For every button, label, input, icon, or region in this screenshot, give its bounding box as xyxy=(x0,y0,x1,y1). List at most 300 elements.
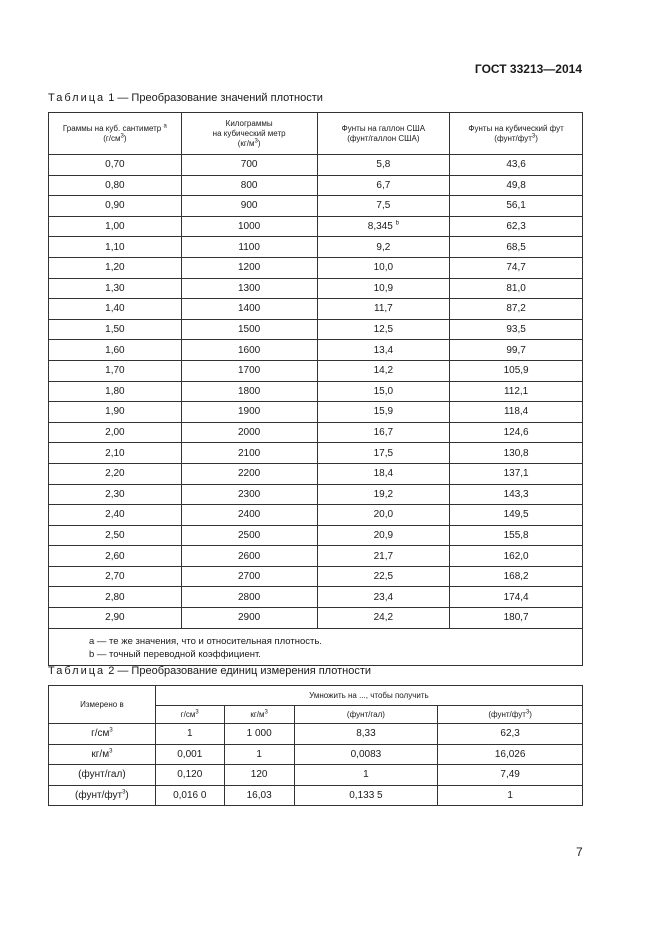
cell-value: 1,40 xyxy=(105,303,125,315)
cell-value: 1 000 xyxy=(246,728,272,740)
table2-body xyxy=(49,724,583,806)
table2-caption-text: 2 — Преобразование единиц измерения плотности xyxy=(108,665,372,677)
cell-value: 2400 xyxy=(238,509,261,521)
cell-value: 1,50 xyxy=(105,324,125,336)
cell-value: 800 xyxy=(240,179,258,191)
unit-text: кг/м xyxy=(91,748,110,760)
cell-value: 2,80 xyxy=(105,591,125,603)
header-unit-close: ) xyxy=(257,138,261,148)
table-cell xyxy=(317,546,450,567)
table-cell xyxy=(450,216,583,237)
cell-value: 1000 xyxy=(238,221,261,233)
table-row xyxy=(49,196,583,217)
table-row xyxy=(49,587,583,608)
unit-text: г/см xyxy=(91,728,110,740)
table-row xyxy=(49,484,583,505)
cell-value: 2000 xyxy=(238,427,261,439)
cell-value: 49,8 xyxy=(506,179,526,191)
cell-value: 2,50 xyxy=(105,529,125,541)
table-cell xyxy=(181,566,317,587)
table-cell xyxy=(317,463,450,484)
cell-value: 1,70 xyxy=(105,365,125,377)
cell-value: 0,001 xyxy=(177,748,203,760)
cell-value: 137,1 xyxy=(503,468,529,480)
table-cell xyxy=(317,360,450,381)
row-unit xyxy=(49,765,156,786)
header-text: Фунты на кубический фут xyxy=(468,123,564,133)
note-b: b — точный переводной коэффициент. xyxy=(89,648,261,660)
cell-value: 1,10 xyxy=(105,241,125,253)
cell-value: 1,00 xyxy=(105,221,125,233)
superscript: 3 xyxy=(531,132,536,139)
cell-value: 2,20 xyxy=(105,468,125,480)
superscript: 3 xyxy=(120,132,124,139)
table-cell xyxy=(317,402,450,423)
table-row xyxy=(49,546,583,567)
cell-value: 74,7 xyxy=(506,262,526,274)
table-cell xyxy=(181,525,317,546)
cell-value: 1500 xyxy=(238,324,261,336)
table-cell xyxy=(181,278,317,299)
table-cell xyxy=(317,587,450,608)
cell-value: 124,6 xyxy=(503,427,529,439)
table-cell xyxy=(181,381,317,402)
table-cell xyxy=(450,155,583,176)
header-lb-per-ft3 xyxy=(450,113,583,155)
cell-value: 21,7 xyxy=(373,550,394,562)
table-cell xyxy=(317,319,450,340)
superscript: 3 xyxy=(254,137,258,144)
superscript: 3 xyxy=(264,709,268,716)
cell-value: 1700 xyxy=(238,365,261,377)
cell-value: 24,2 xyxy=(373,612,394,624)
table-cell xyxy=(294,765,438,786)
cell-value: 180,7 xyxy=(503,612,529,624)
table-cell xyxy=(317,608,450,629)
cell-value: 93,5 xyxy=(506,324,526,336)
table-cell xyxy=(450,525,583,546)
table-cell xyxy=(450,299,583,320)
table-cell xyxy=(317,237,450,258)
cell-value: 174,4 xyxy=(503,591,529,603)
cell-value: 13,4 xyxy=(373,344,394,356)
cell-value: 2700 xyxy=(238,571,261,583)
header-text: Килограммы xyxy=(225,118,273,128)
table-cell xyxy=(450,566,583,587)
table-cell xyxy=(49,278,182,299)
cell-value: 62,3 xyxy=(500,728,520,740)
cell-value: 2800 xyxy=(238,591,261,603)
table-cell xyxy=(181,175,317,196)
cell-value: 0,90 xyxy=(105,200,125,212)
table-cell xyxy=(49,566,182,587)
table-cell xyxy=(181,216,317,237)
table-cell xyxy=(49,299,182,320)
cell-value: 12,5 xyxy=(373,324,394,336)
row-unit xyxy=(49,724,156,745)
header-text: на кубический метр xyxy=(212,128,286,138)
table-cell xyxy=(49,608,182,629)
cell-value: 5,8 xyxy=(376,159,391,171)
table-cell xyxy=(49,525,182,546)
table-cell xyxy=(450,608,583,629)
cell-value: 20,9 xyxy=(373,529,394,541)
cell-value: 23,4 xyxy=(373,591,394,603)
cell-value: 1,20 xyxy=(105,262,125,274)
cell-value: 16,7 xyxy=(373,427,394,439)
header-unit-close: ) xyxy=(535,133,538,143)
table-cell xyxy=(450,360,583,381)
table-cell xyxy=(181,402,317,423)
cell-value: 99,7 xyxy=(506,344,526,356)
header-text: Граммы на куб. сантиметр xyxy=(62,123,164,133)
table-cell xyxy=(49,257,182,278)
table-cell xyxy=(450,443,583,464)
table-cell xyxy=(450,175,583,196)
cell-value: 2,90 xyxy=(105,612,125,624)
row-unit xyxy=(49,785,156,806)
cell-value: 2,60 xyxy=(105,550,125,562)
table2-caption-word: Таблица xyxy=(48,665,106,677)
unit-text: (фунт/гал) xyxy=(78,769,126,781)
cell-value: 7,5 xyxy=(376,200,391,212)
cell-value: 1,90 xyxy=(105,406,125,418)
cell-value: 120 xyxy=(250,769,268,781)
table-cell xyxy=(181,587,317,608)
cell-value: 10,9 xyxy=(373,282,394,294)
table-cell xyxy=(155,724,224,745)
cell-value: 6,7 xyxy=(376,179,391,191)
table-row xyxy=(49,422,583,443)
subheader-kg-per-m3 xyxy=(224,706,294,724)
table-cell xyxy=(317,278,450,299)
table-cell xyxy=(450,402,583,423)
table-cell xyxy=(438,765,583,786)
cell-value: 1200 xyxy=(238,262,261,274)
subheader-text: (фунт/фут xyxy=(488,710,526,719)
table-cell xyxy=(49,196,182,217)
unit-text: (фунт/фут xyxy=(75,789,123,801)
table-cell xyxy=(438,744,583,765)
table-cell xyxy=(450,587,583,608)
table-cell xyxy=(294,785,438,806)
header-text: Фунты на галлон США xyxy=(341,123,426,133)
table-cell xyxy=(155,785,224,806)
density-conversion-table xyxy=(48,112,583,666)
cell-value: 1400 xyxy=(238,303,261,315)
cell-value: 105,9 xyxy=(503,365,529,377)
header-kg-per-m3 xyxy=(181,113,317,155)
cell-value: 19,2 xyxy=(373,488,394,500)
cell-value: 0,70 xyxy=(105,159,125,171)
table-cell xyxy=(450,546,583,567)
table-cell xyxy=(450,422,583,443)
cell-value: 62,3 xyxy=(506,221,526,233)
table-cell xyxy=(450,340,583,361)
table-cell xyxy=(294,724,438,745)
cell-value: 2900 xyxy=(238,612,261,624)
superscript: 3 xyxy=(195,709,199,716)
header-grams-per-cc xyxy=(49,113,182,155)
cell-value: 0,80 xyxy=(105,179,125,191)
cell-value: 56,1 xyxy=(506,200,526,212)
table-row xyxy=(49,566,583,587)
table-row xyxy=(49,443,583,464)
table-cell xyxy=(317,422,450,443)
table-cell xyxy=(181,237,317,258)
unit-close: ) xyxy=(125,789,129,801)
subheader-text-close: ) xyxy=(529,710,532,719)
cell-value: 81,0 xyxy=(506,282,526,294)
table-cell xyxy=(49,319,182,340)
table-cell xyxy=(317,196,450,217)
cell-value: 1 xyxy=(363,769,369,781)
cell-value: 16,026 xyxy=(494,748,526,760)
cell-value: 143,3 xyxy=(503,488,529,500)
subheader-text: кг/м xyxy=(250,710,265,719)
cell-value: 18,4 xyxy=(373,468,394,480)
table1-body xyxy=(49,155,583,629)
table-row xyxy=(49,744,583,765)
cell-value: 0,133 5 xyxy=(349,789,383,801)
cell-value: 1 xyxy=(186,728,193,740)
cell-value: 700 xyxy=(240,159,258,171)
table-row xyxy=(49,299,583,320)
table-cell xyxy=(181,257,317,278)
table-cell xyxy=(450,257,583,278)
table-row xyxy=(49,237,583,258)
cell-value: 2,00 xyxy=(105,427,125,439)
cell-value: 118,4 xyxy=(503,406,529,418)
table-row xyxy=(49,402,583,423)
subheader-lb-per-ft3 xyxy=(438,706,583,724)
cell-value: 15,9 xyxy=(373,406,394,418)
table-cell xyxy=(49,360,182,381)
table-cell xyxy=(294,744,438,765)
cell-value: 2200 xyxy=(238,468,261,480)
table-row xyxy=(49,785,583,806)
cell-value: 16,03 xyxy=(246,789,272,801)
table-cell xyxy=(49,175,182,196)
cell-value: 8,33 xyxy=(356,728,376,740)
table-cell xyxy=(181,422,317,443)
header-multiply-by: Умножить на ..., чтобы получить xyxy=(155,686,582,706)
header-unit: (фунт/фут xyxy=(494,133,532,143)
cell-value: 1,30 xyxy=(105,282,125,294)
cell-value: 43,6 xyxy=(506,159,526,171)
table-row xyxy=(49,175,583,196)
cell-value: 8,345 xyxy=(367,221,393,233)
table-row xyxy=(49,765,583,786)
table-cell xyxy=(317,566,450,587)
header-unit-close: ) xyxy=(123,133,127,143)
footnote-mark: a xyxy=(163,122,167,129)
cell-value: 2,70 xyxy=(105,571,125,583)
cell-value: 1600 xyxy=(238,344,261,356)
cell-value: 900 xyxy=(240,200,258,212)
table-cell xyxy=(224,744,294,765)
table-cell xyxy=(450,319,583,340)
cell-value: 1 xyxy=(256,748,262,760)
subheader-text: (фунт/гал) xyxy=(346,710,385,719)
subheader-g-per-cm3 xyxy=(155,706,224,724)
table-cell xyxy=(317,216,450,237)
table-cell xyxy=(49,587,182,608)
table-cell xyxy=(450,484,583,505)
cell-value: 20,0 xyxy=(373,509,394,521)
header-unit: (г/см xyxy=(103,133,121,143)
cell-value: 0,0083 xyxy=(350,748,382,760)
table-row xyxy=(49,608,583,629)
table-cell xyxy=(450,463,583,484)
superscript: 3 xyxy=(109,748,113,755)
header-lb-per-gal xyxy=(317,113,450,155)
table-cell xyxy=(181,546,317,567)
cell-value: 112,1 xyxy=(503,385,529,397)
table-cell xyxy=(317,175,450,196)
cell-value: 162,0 xyxy=(503,550,529,562)
cell-value: 130,8 xyxy=(503,447,529,459)
table-cell xyxy=(49,546,182,567)
table-row xyxy=(49,216,583,237)
header-measured-in: Измерено в xyxy=(49,686,156,724)
table1-caption xyxy=(48,92,323,104)
table-cell xyxy=(181,484,317,505)
table2-header-row xyxy=(49,686,583,706)
cell-value: 2500 xyxy=(238,529,261,541)
page-number: 7 xyxy=(576,845,583,859)
table-cell xyxy=(317,340,450,361)
table-row xyxy=(49,525,583,546)
header-unit: (фунт/галлон США) xyxy=(347,133,420,143)
table-cell xyxy=(49,463,182,484)
table2-caption xyxy=(48,665,371,677)
cell-value: 168,2 xyxy=(503,571,529,583)
cell-value: 2,10 xyxy=(105,447,125,459)
cell-value: 7,49 xyxy=(500,769,520,781)
table-cell xyxy=(155,765,224,786)
table-cell xyxy=(49,340,182,361)
table-cell xyxy=(181,155,317,176)
table-cell xyxy=(450,278,583,299)
table-cell xyxy=(317,443,450,464)
table-cell xyxy=(49,402,182,423)
table-cell xyxy=(181,340,317,361)
cell-value: 155,8 xyxy=(503,529,529,541)
table-cell xyxy=(317,299,450,320)
cell-value: 0,120 xyxy=(177,769,203,781)
cell-value: 2600 xyxy=(238,550,261,562)
table-row xyxy=(49,463,583,484)
table-cell xyxy=(317,381,450,402)
table1-notes xyxy=(49,628,583,665)
table-cell xyxy=(155,744,224,765)
cell-value: 15,0 xyxy=(373,385,394,397)
footnote-mark: b xyxy=(395,220,399,227)
cell-value: 9,2 xyxy=(376,241,391,253)
table-cell xyxy=(181,360,317,381)
cell-value: 17,5 xyxy=(373,447,394,459)
subheader-lb-per-gal xyxy=(294,706,438,724)
table-cell xyxy=(49,381,182,402)
table-cell xyxy=(450,505,583,526)
table-cell xyxy=(224,765,294,786)
subheader-text: г/см xyxy=(180,710,196,719)
cell-value: 149,5 xyxy=(503,509,529,521)
table-row xyxy=(49,319,583,340)
superscript: 3 xyxy=(109,727,113,734)
table-cell xyxy=(181,319,317,340)
table-cell xyxy=(317,525,450,546)
cell-value: 2,30 xyxy=(105,488,125,500)
cell-value: 87,2 xyxy=(506,303,526,315)
table1-caption-text: 1 — Преобразование значений плотности xyxy=(108,92,323,104)
table-row xyxy=(49,278,583,299)
table-cell xyxy=(49,216,182,237)
table-cell xyxy=(181,608,317,629)
table-cell xyxy=(49,505,182,526)
table-cell xyxy=(450,237,583,258)
table-cell xyxy=(317,484,450,505)
cell-value: 68,5 xyxy=(506,241,526,253)
table-cell xyxy=(438,724,583,745)
cell-value: 1100 xyxy=(238,241,260,253)
table-cell xyxy=(181,443,317,464)
table-row xyxy=(49,257,583,278)
table-cell xyxy=(317,505,450,526)
cell-value: 1300 xyxy=(238,282,261,294)
cell-value: 0,016 0 xyxy=(173,789,207,801)
table-row xyxy=(49,155,583,176)
cell-value: 2300 xyxy=(238,488,261,500)
table-cell xyxy=(317,155,450,176)
table-cell xyxy=(49,422,182,443)
table1-caption-word: Таблица xyxy=(48,92,106,104)
table-cell xyxy=(224,785,294,806)
table1-header-row xyxy=(49,113,583,155)
header-unit: (кг/м xyxy=(237,138,255,148)
cell-value: 11,7 xyxy=(374,303,393,315)
table-cell xyxy=(49,484,182,505)
table-row xyxy=(49,381,583,402)
table-cell xyxy=(224,724,294,745)
table-cell xyxy=(317,257,450,278)
superscript: 3 xyxy=(122,789,126,796)
cell-value: 10,0 xyxy=(373,262,394,274)
table1-notes-row xyxy=(49,628,583,665)
superscript: 3 xyxy=(525,709,530,716)
cell-value: 1,80 xyxy=(105,385,125,397)
note-a: а — те же значения, что и относительная плотность. xyxy=(89,635,322,647)
table-cell xyxy=(450,196,583,217)
cell-value: 1 xyxy=(507,789,513,801)
table-cell xyxy=(181,505,317,526)
table-cell xyxy=(49,443,182,464)
table-cell xyxy=(438,785,583,806)
table-row xyxy=(49,340,583,361)
table-row xyxy=(49,724,583,745)
table-cell xyxy=(450,381,583,402)
density-units-table xyxy=(48,685,583,806)
row-unit xyxy=(49,744,156,765)
cell-value: 1800 xyxy=(238,385,261,397)
table-row xyxy=(49,360,583,381)
table-cell xyxy=(181,463,317,484)
cell-value: 1,60 xyxy=(105,344,125,356)
table-cell xyxy=(181,299,317,320)
table-cell xyxy=(49,237,182,258)
document-id: ГОСТ 33213—2014 xyxy=(474,62,582,76)
